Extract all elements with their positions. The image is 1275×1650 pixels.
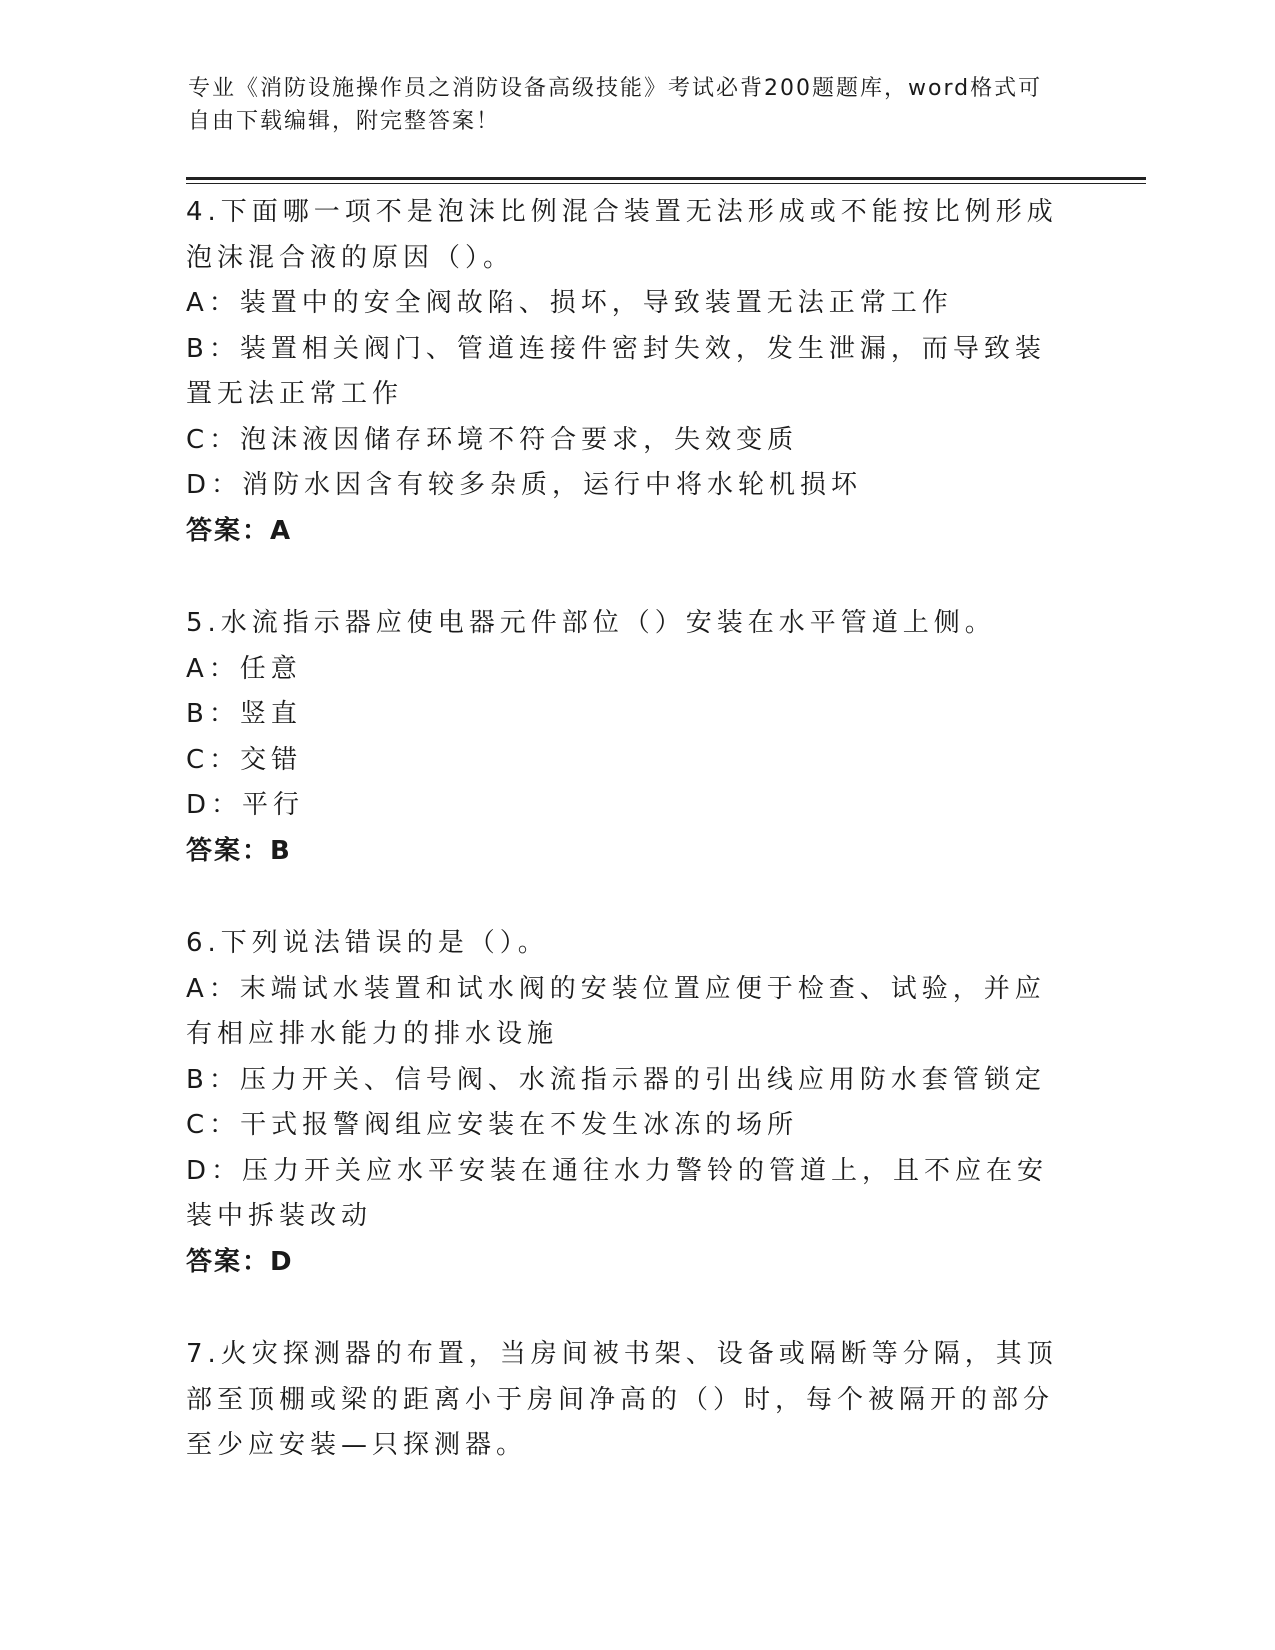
header-divider-thick [186, 177, 1146, 180]
option-b: B：竖直 [186, 699, 302, 729]
option-c: C：泡沫液因储存环境不符合要求，失效变质 [186, 424, 799, 455]
header-line-1: 专业《消防设施操作员之消防设备高级技能》考试必背200题题库，word格式可 [188, 76, 1043, 101]
question-text: 6.下列说法错误的是（）。 [186, 928, 549, 958]
option-a: A：末端试水装置和试水阀的安装位置应便于检查、试验，并应有相应排水能力的排水设施 [186, 973, 1046, 1049]
option-d: D：压力开关应水平安装在通往水力警铃的管道上，且不应在安装中拆装改动 [186, 1155, 1049, 1231]
header-line-2: 自由下载编辑，附完整答案！ [188, 109, 501, 134]
question-item [186, 190, 1076, 554]
document-header [188, 72, 1068, 138]
option-b: B：压力开关、信号阀、水流指示器的引出线应用防水套管锁定 [186, 1064, 1046, 1095]
question-list [186, 190, 1076, 1516]
option-c: C：干式报警阀组应安装在不发生冰冻的场所 [186, 1110, 799, 1140]
option-c: C：交错 [186, 744, 303, 775]
question-text: 4.下面哪一项不是泡沫比例混合装置无法形成或不能按比例形成泡沫混合液的原因（）。 [186, 197, 1058, 273]
question-item [186, 1332, 1076, 1469]
option-b: B：装置相关阀门、管道连接件密封失效，发生泄漏，而导致装置无法正常工作 [186, 333, 1046, 409]
option-a: A：任意 [186, 653, 302, 684]
option-d: D：平行 [186, 790, 305, 820]
question-item [186, 601, 1076, 874]
question-text: 7.火灾探测器的布置，当房间被书架、设备或隔断等分隔，其顶部至顶棚或梁的距离小于房间净高的（）时，每个被隔开的部分至少应安装—只探测器。 [186, 1339, 1058, 1460]
header-divider-thin [186, 183, 1146, 184]
question-text: 5.水流指示器应使电器元件部位（）安装在水平管道上侧。 [186, 608, 996, 638]
answer-label: 答案：A [186, 515, 293, 546]
answer-label: 答案：B [186, 835, 292, 866]
answer-label: 答案：D [186, 1246, 294, 1277]
option-d: D：消防水因含有较多杂质，运行中将水轮机损坏 [186, 470, 863, 500]
question-item [186, 921, 1076, 1285]
option-a: A：装置中的安全阀故陷、损坏，导致装置无法正常工作 [186, 288, 953, 318]
